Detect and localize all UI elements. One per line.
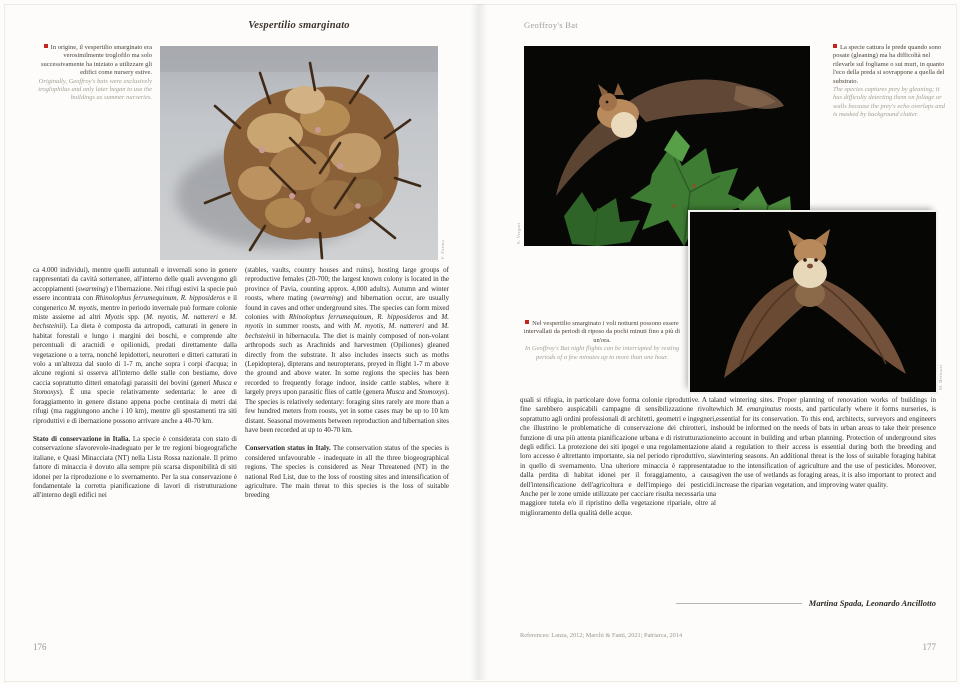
red-square-bullet — [525, 320, 529, 324]
photo-credit-right-bottom: M. Bertozzi — [938, 364, 943, 390]
red-square-bullet — [44, 44, 48, 48]
caption-middle — [522, 320, 682, 362]
authors-row — [676, 598, 936, 608]
caption-middle-english: In Geoffroy's Bat night flights can be interrupted by resting periods of a few minutes up to more than one hour. — [524, 345, 680, 361]
photo-bat-cluster — [160, 46, 438, 260]
references: References: Lanza, 2012; Marchi & Fanti, 2021; Patriarca, 2014 — [520, 632, 683, 639]
caption-right-italian: La specie cattura le prede quando sono posate (gleaning) ma ha difficoltà nel rilevarle sul fogliame o sui muri, in quanto l'eco della preda si sovrappone a quella del substrato. — [833, 44, 945, 85]
caption-right — [833, 44, 945, 120]
caption-left — [28, 44, 152, 103]
photo-flying-bat-dark — [690, 212, 936, 392]
caption-middle-italian: Nel vespertilio smarginato i voli notturni possono essere intervallati da periodi di riposo da pochi minuti fino a più di un'ora. — [523, 320, 681, 344]
spine-shadow — [470, 4, 488, 680]
body-column-english-right: and wintering sites. Proper planning of renovation works of buildings in which M. emarginatus roosts, and particularly where it forms nurseries, is essential for its conservation. To this end, architects, surveyors and engineers should be informed on the needs of bats in urban areas to take their presence into account in building and urban planning. Protection of underground sites and a regulation to their access is essential during both the breeding and wintering seasons. An additional threat is the loss of suitable foraging habitat due to the intensification of agriculture and the use of pesticides. Moreover, given the use of wetlands as foraging areas, it is also important to protect and increase the riparian vegetation, and improving water quality. — [716, 396, 937, 489]
photo-credit-left: F. Farina — [440, 240, 445, 259]
authors: Martina Spada, Leonardo Ancillotto — [808, 598, 936, 608]
page-number-right: 177 — [922, 642, 936, 652]
red-square-bullet — [833, 44, 837, 48]
page-number-left: 176 — [33, 642, 47, 652]
body-column-english-left: (stables, vaults, country houses and ruins), hosting large groups of reproductive females (20-700; the largest known colony is located in the province of Pavia, counting approx. 4,000 adults). Autumn and winter roosts, where mating (swarming) and hibernation occur, are usually found in caves and other underground sites. The species can form mixed colonies with Rhinolophus ferrumequinum, R. hipposideros and M. myotis in summer roosts, and with M. myotis, M. nattereri and M. bechsteinii in hibernacula. The diet is mainly composed of non-volant arthropods such as Arachnids and harvestmen (Opiliones) gleaned directly from the substrate. It also includes insects such as moths (Lepidoptera), dipterans and neuropterans, preyed in flight 1-7 m above the ground and above water. In some regions the species has been recorded to frequently forage indoor, inside cattle stables, where it largely preys upon parasitic flies of cattle (genera Musca and Stomoxys). The species is relatively sedentary: foraging sites rarely are more than a few hundred meters from roosts, yet in some cases may be up to 10 km distant. Seasonal movements between reproduction and hibernation sites have been recorded at up to 40-70 km. Conservation status in Italy. The conservation status of the species is considered unfavourable - inadequate in all the three biogeographical regions. The species is considered as Near Threatened (NT) in the national Red List, due to the loss of roosting sites and intensification of agriculture. The main threat to this species is the loss of suitable breeding — [245, 266, 450, 500]
body-column-italian-right: quali si rifugia, in particolare dove forma colonie riproduttive. A tal fine sarebbero auspicabili campagne di sensibilizzazione rivolte soprattutto agli ordini professionali di architetti, geometri e ingegneri, che illustrino le problematiche di conservazione dei chirotteri, in funzione di una più attenta pianificazione urbana e di ristrutturazione degli edifici. La protezione dei siti ipogei e una regolamentazione al loro accesso è altrettanto importante, sia nel periodo riproduttivo, sia in quello di svernamento. Una ulteriore minaccia è rappresentata dalla perdita di habitat idonei per il foraggiamento, a causa dell'intensificazione dell'agricoltura e dell'impiego dei pesticidi. Anche per le zone umide utilizzate per cacciare risulta necessaria una maggiore tutela e/o il ripristino della vegetazione ripariale, oltre al miglioramento della qualità delle acque. — [520, 396, 716, 517]
authors-rule — [676, 603, 802, 604]
caption-right-english: The species captures prey by gleaning; it has difficulty detecting them on foliage or walls because the prey's echo overlaps and is masked by background clutter. — [833, 86, 945, 119]
page-title-english: Geoffroy's Bat — [524, 20, 578, 30]
page-title-italian: Vespertilio smarginato — [248, 20, 350, 31]
caption-left-italian: In origine, il vespertilio smarginato era verosimilmente troglofilo ma solo successivamente ha iniziato a utilizzare gli edifici come nursery estive. — [41, 44, 152, 77]
body-column-italian-left: ca 4.000 individui), mentre quelli autunnali e invernali sono in genere rappresentati da cavità sotterranee, all'interno delle quali avvengono gli accoppiamenti (swarming) e l'ibernazione. Nei rifugi estivi la specie può essere incontrata con Rhinolophus ferrumequinum, R. hipposideros e il congenerico M. myotis, mentre in periodo invernale può formare colonie miste assieme ad altri Myotis spp. (M. myotis, M. nattereri e M. bechsteinii). La dieta è composta da artropodi, catturati in genere in habitat forestali e lungo i margini dei boschi, e comprende alte percentuali di aracnidi e opilionidi, predati direttamente dalla vegetazione o a terra, nonché lepidotteri, neurotteri e ditteri catturati in volo a un'altezza dal suolo di 1-7 m, anche sopra i corpi d'acqua; in alcune regioni si osserva all'interno delle stalle con bestiame, dove caccia soprattutto ditteri ematofagi parassiti dei bovini (generi Musca e Stomoxys). È una specie relativamente sedentaria: le aree di foraggiamento in genere distano appena poche centinaia di metri dai rifugi (ma raggiungono anche i 10 km), mentre gli spostamenti tra siti riproduttivi e di ibernazione possono arrivare anche a 40-70 km. Stato di conservazione in Italia. La specie è considerata con stato di conservazione sfavorevole-inadeguato per le tre regioni biogeografiche italiane, e Quasi Minacciata (NT) nella Lista Rossa nazionale. Il primo fattore di minaccia è dovuto alla sempre più scarsa disponibilità di siti idonei per la riproduzione e lo svernamento. Per la sua conservazione è fondamentale la corretta pianificazione di lavori di ristrutturazione all'interno degli edifici nei — [33, 266, 238, 500]
caption-left-english: Originally, Geoffroy's bats were exclusively troglophilus and only later began to use the buildings as summer nurseries. — [38, 77, 152, 102]
photo-credit-right-top: S. Vergari — [516, 222, 521, 244]
